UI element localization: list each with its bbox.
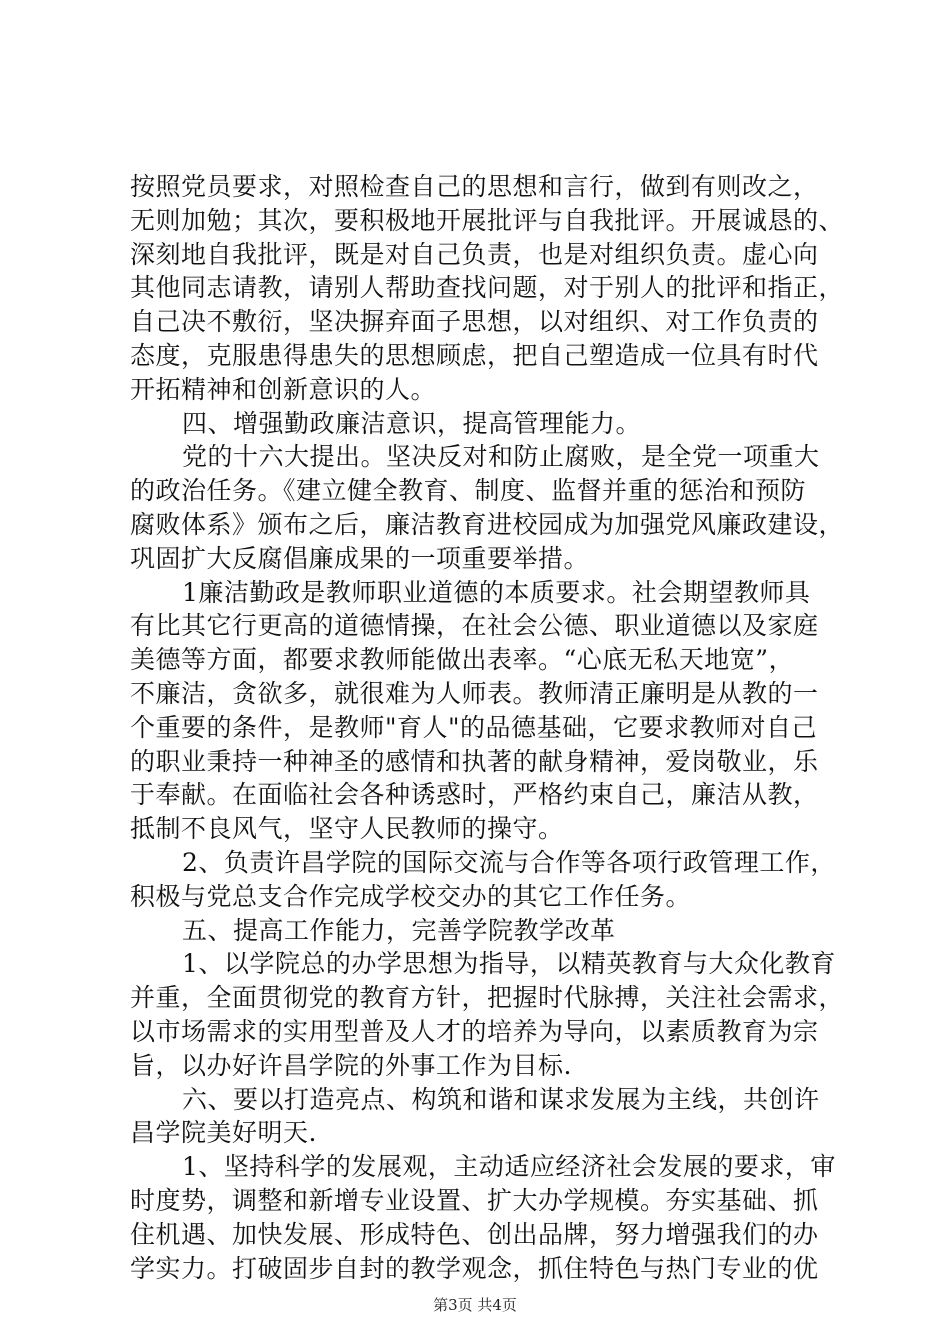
text-line: 积极与党总支合作完成学校交办的其它工作任务。 xyxy=(130,881,692,911)
section-heading: 五、提高工作能力，完善学院教学改革 xyxy=(182,915,616,945)
text-line: 时度势，调整和新增专业设置、扩大办学规模。夯实基础、抓 xyxy=(130,1185,819,1215)
text-line: 昌学院美好明天. xyxy=(130,1118,317,1148)
text-line: 深刻地自我批评，既是对自己负责，也是对组织负责。虚心向 xyxy=(130,239,819,269)
text-line: 无则加勉；其次，要积极地开展批评与自我批评。开展诚恳的、 xyxy=(130,205,845,235)
text-line: 住机遇、加快发展、形成特色、创出品牌，努力增强我们的办 xyxy=(130,1219,819,1249)
text-line: 学实力。打破固步自封的教学观念，抓住特色与热门专业的优 xyxy=(130,1253,819,1283)
text-line: 不廉洁，贪欲多，就很难为人师表。教师清正廉明是从教的一 xyxy=(130,678,819,708)
text-line: 开拓精神和创新意识的人。 xyxy=(130,374,437,404)
text-line: 1、以学院总的办学思想为指导，以精英教育与大众化教育 xyxy=(182,949,836,979)
text-line: 巩固扩大反腐倡廉成果的一项重要举措。 xyxy=(130,543,590,573)
text-line: 2、负责许昌学院的国际交流与合作等各项行政管理工作， xyxy=(182,847,836,877)
text-line: 抵制不良风气，坚守人民教师的操守。 xyxy=(130,814,564,844)
text-line: 腐败体系》颁布之后，廉洁教育进校园成为加强党风廉政建设， xyxy=(130,509,845,539)
text-line: 美德等方面，都要求教师能做出表率。“心底无私天地宽”， xyxy=(130,645,795,675)
text-line: 党的十六大提出。坚决反对和防止腐败，是全党一项重大 xyxy=(182,442,820,472)
text-line: 的政治任务。《建立健全教育、制度、监督并重的惩治和预防 xyxy=(130,476,807,506)
text-line: 并重，全面贯彻党的教育方针，把握时代脉搏，关注社会需求， xyxy=(130,983,845,1013)
text-line: 按照党员要求，对照检查自己的思想和言行，做到有则改之， xyxy=(130,172,819,201)
text-line: 其他同志请教，请别人帮助查找问题，对于别人的批评和指正， xyxy=(130,273,845,303)
page-number-footer: 第3页 共4页 xyxy=(433,1296,517,1314)
text-line: 于奉献。在面临社会各种诱惑时，严格约束自己，廉洁从教， xyxy=(130,780,819,810)
text-line: 旨，以办好许昌学院的外事工作为目标. xyxy=(130,1050,572,1080)
text-line: 个重要的条件，是教师"育人"的品德基础，它要求教师对自己 xyxy=(130,712,818,742)
text-line: 自己决不敷衍，坚决摒弃面子思想，以对组织、对工作负责的 xyxy=(130,307,819,337)
text-line: 1、坚持科学的发展观，主动适应经济社会发展的要求，审 xyxy=(182,1152,836,1182)
text-line: 态度，克服患得患失的思想顾虑，把自己塑造成一位具有时代 xyxy=(130,340,819,370)
section-heading: 四、增强勤政廉洁意识，提高管理能力。 xyxy=(182,408,642,438)
text-line: 的职业秉持一种神圣的感情和执著的献身精神，爱岗敬业，乐 xyxy=(130,746,819,776)
text-line: 有比其它行更高的道德情操，在社会公德、职业道德以及家庭 xyxy=(130,611,819,641)
section-heading: 六、要以打造亮点、构筑和谐和谋求发展为主线，共创许 xyxy=(182,1084,820,1114)
text-line: 1廉洁勤政是教师职业道德的本质要求。社会期望教师具 xyxy=(182,577,811,607)
document-body xyxy=(130,170,845,1285)
text-line: 以市场需求的实用型普及人才的培养为导向，以素质教育为宗 xyxy=(130,1016,819,1046)
